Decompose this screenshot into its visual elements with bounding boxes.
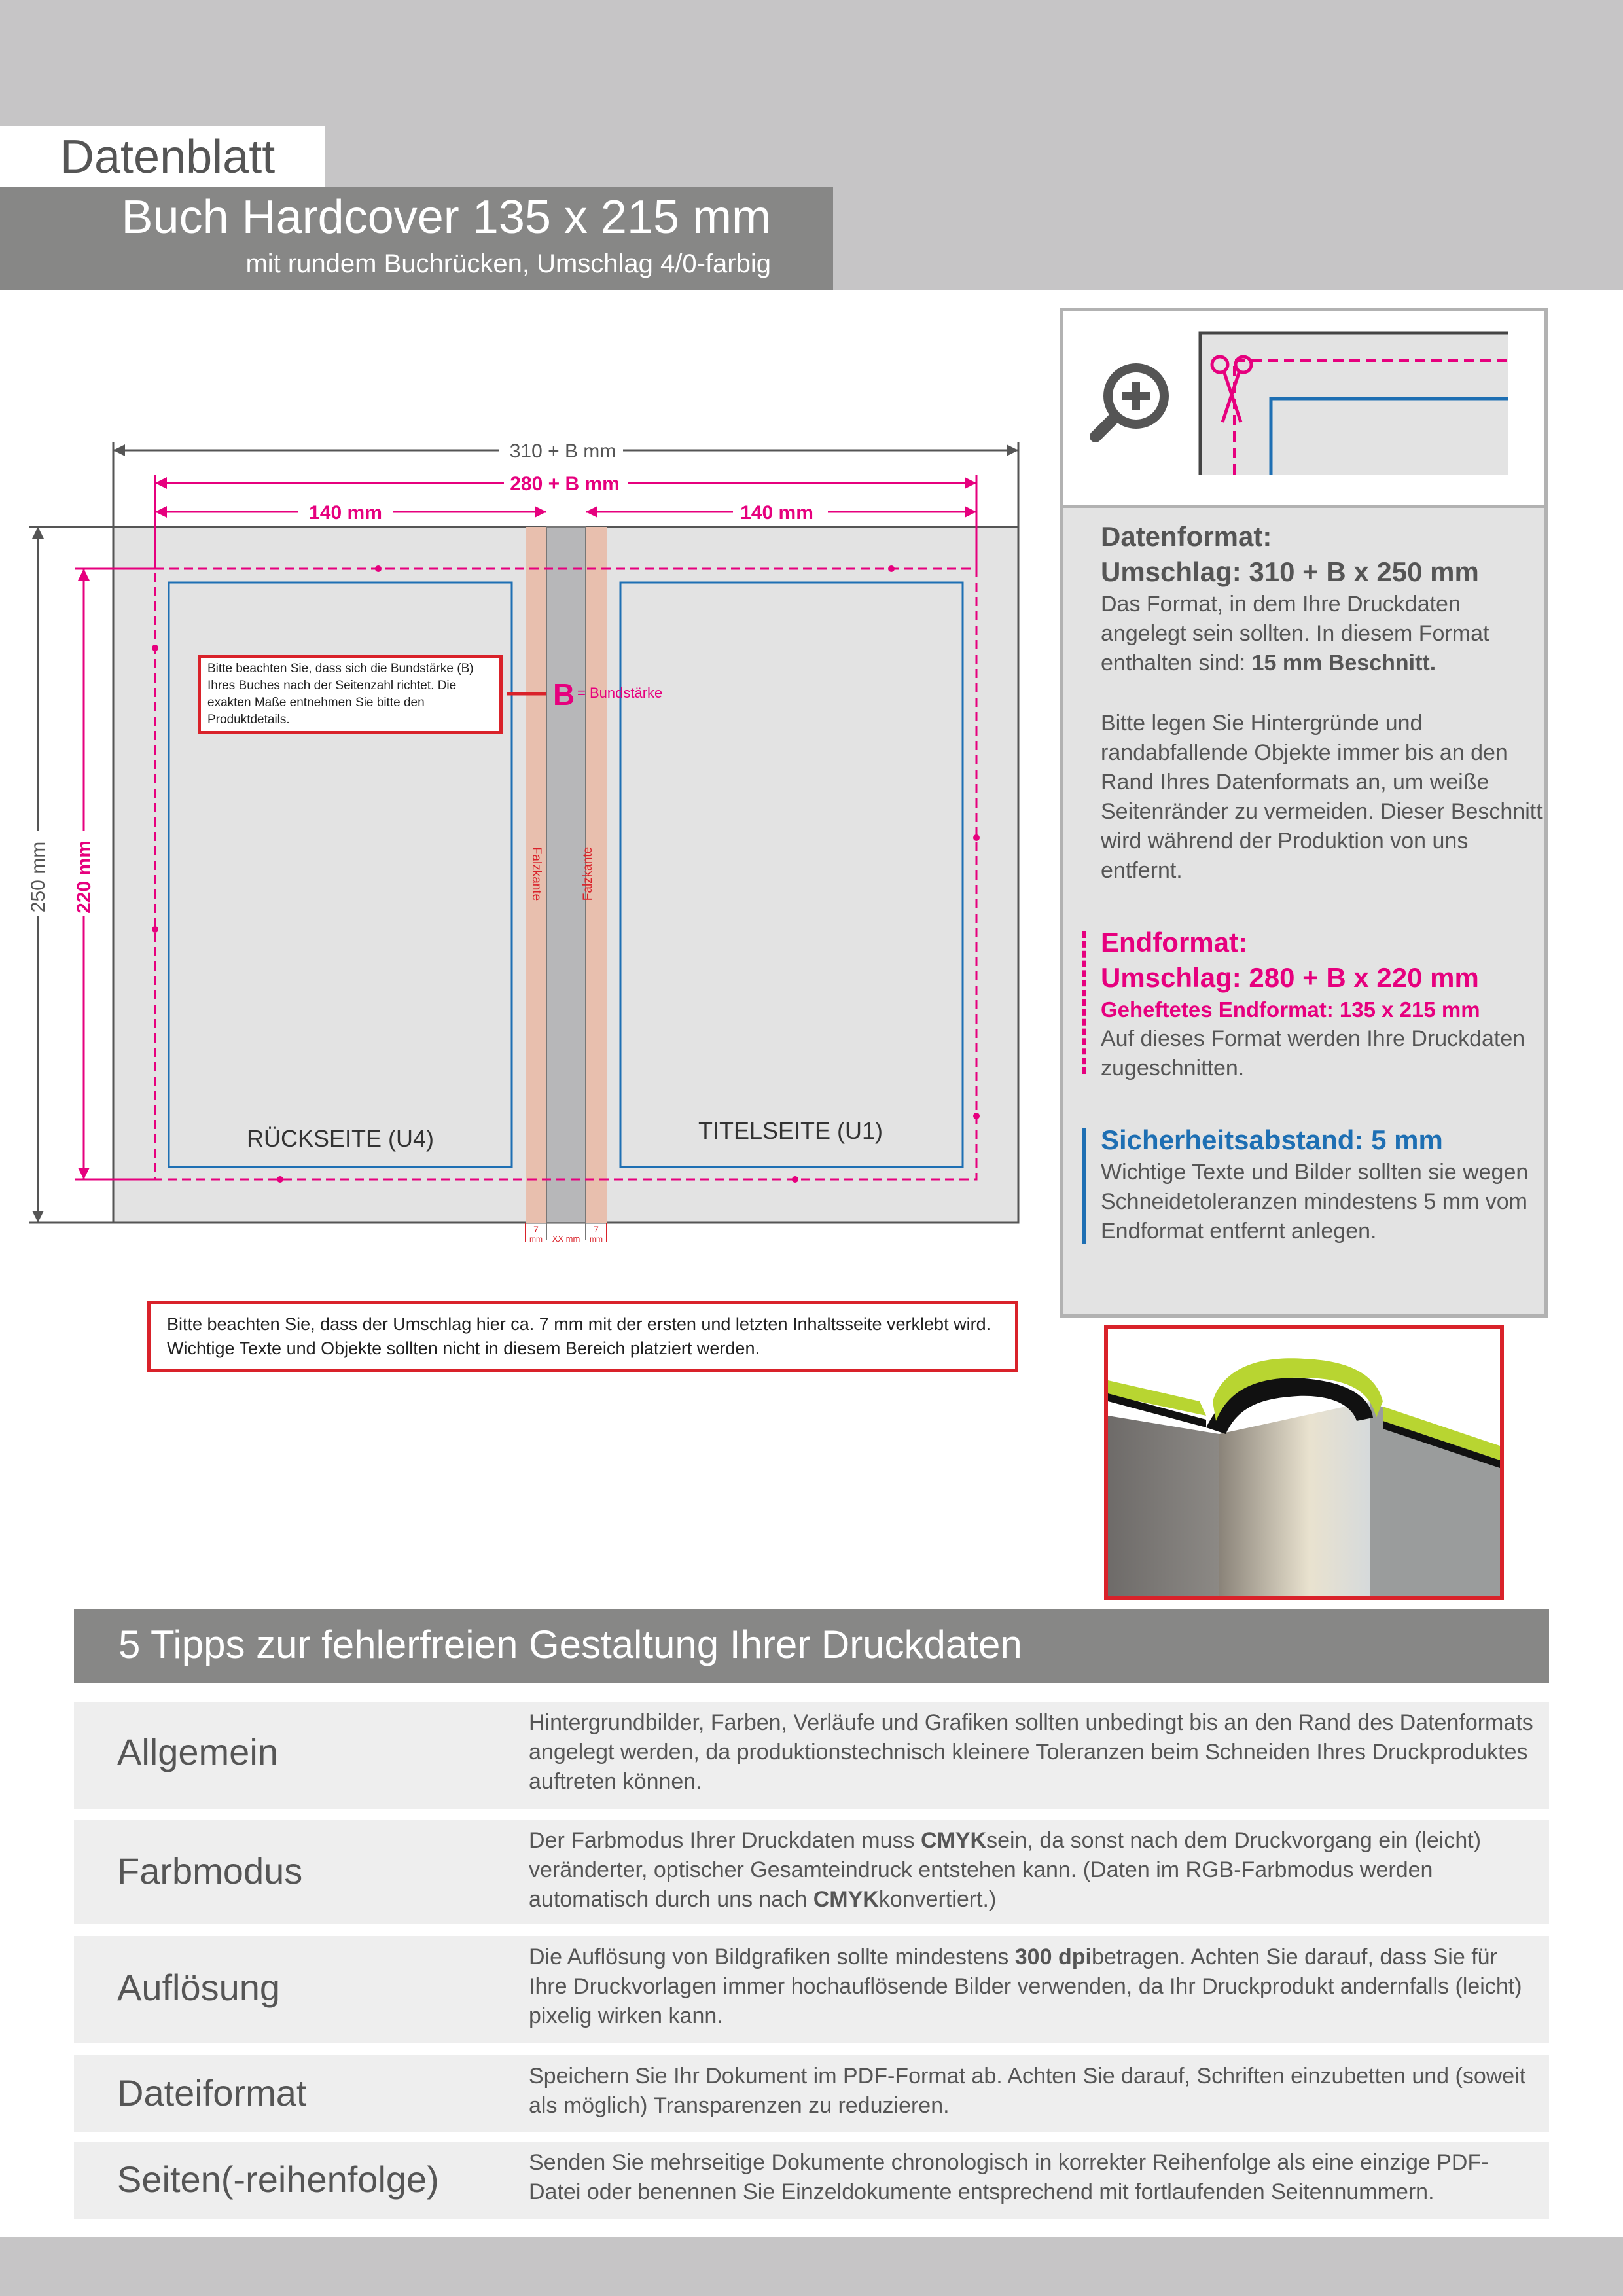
endformat-size: Umschlag: 280 + B x 220 mm (1101, 962, 1479, 993)
back-label: RÜCKSEITE (U4) (246, 1125, 435, 1152)
dim-back-width: 140 mm (309, 502, 382, 524)
falzkante-right: Falzkante (581, 846, 595, 901)
safety-text: Wichtige Texte und Bilder sollten sie wegen Schneidetoleranzen mindestens 5 mm vom Endformat entfernt anlegen. (1101, 1160, 1529, 1244)
tip-text: Die Auflösung von Bildgrafiken sollte mindestens 300 dpibetragen. Achten Sie darauf, dass Sie für Ihre Druckvorlagen immer hochauflösende Bilder verwenden, da Ihr Druckprodukt andernfalls (leicht) pixelig wirken kann. (529, 1945, 1522, 2028)
info-panel (1060, 308, 1548, 1318)
tips-header (74, 1609, 1549, 1683)
datasheet-tab (0, 126, 325, 187)
tip-label: Farbmodus (117, 1850, 303, 1892)
datenformat-title: Datenformat: (1101, 521, 1272, 552)
front-label: TITELSEITE (U1) (698, 1117, 883, 1144)
safety-block (1101, 1122, 1533, 1246)
glue-note-line2: Wichtige Texte und Objekte sollten nicht in diesem Bereich platziert werden. (167, 1338, 760, 1358)
tip-label: Seiten(-reihenfolge) (117, 2159, 439, 2200)
page-subtitle: mit rundem Buchrücken, Umschlag 4/0-farbig (245, 249, 771, 278)
footer-band (0, 2237, 1623, 2296)
tip-label: Dateiformat (117, 2072, 307, 2113)
endformat-marker (1082, 931, 1086, 1074)
dim-front-width: 140 mm (740, 502, 813, 524)
spine-dim-mid: XX mm (552, 1234, 580, 1244)
datenformat-size: Umschlag: 310 + B x 250 mm (1101, 556, 1479, 587)
tip-row (74, 1820, 1549, 1924)
tip-label: Auflösung (117, 1967, 281, 2008)
endformat-text: Auf dieses Format werden Ihre Druckdaten zugeschnitten. (1101, 1026, 1525, 1081)
zoom-in-icon (1096, 363, 1169, 437)
bundstaerke-label: = Bundstärke (577, 685, 663, 701)
dim-end-width: 280 + B mm (510, 473, 620, 495)
tip-row (74, 1702, 1549, 1809)
dim-total-height: 250 mm (27, 841, 49, 913)
tips-title: 5 Tipps zur fehlerfreien Gestaltung Ihrer Druckdaten (118, 1623, 1022, 1666)
hintergrund-text: Bitte legen Sie Hintergründe und randabfallende Objekte immer bis an den Rand Ihres Datenformats an, um weiße Seitenränder zu vermeiden. Dieser Beschnitt wird während der Produktion von uns entfernt. (1101, 711, 1543, 883)
dim-total-width: 310 + B mm (509, 440, 616, 462)
bundstaerke-letter: B (553, 677, 575, 711)
tip-row (74, 2055, 1549, 2132)
datenformat-block (1101, 519, 1533, 678)
cover-diagram (0, 419, 1047, 1270)
glue-note-line1: Bitte beachten Sie, dass der Umschlag hier ca. 7 mm mit der ersten und letzten Inhaltsseite verklebt wird. (167, 1314, 991, 1334)
spine (546, 527, 586, 1223)
tip-text: Senden Sie mehrseitige Dokumente chronologisch in korrekter Reihenfolge als eine einzige PDF-Datei oder benennen Sie Einzeldokumente entsprechend mit fortlaufenden Seitennummern. (529, 2150, 1489, 2204)
tip-text: Hintergrundbilder, Farben, Verläufe und Grafiken sollten unbedingt bis an den Rand des Datenformats angelegt werden, da produktionstechnisch kleinere Toleranzen beim Schneiden Ihres Druckproduktes auftreten können. (529, 1710, 1533, 1794)
datenformat-bold: 15 mm Beschnitt. (1251, 651, 1436, 675)
dim-end-height: 220 mm (73, 840, 95, 914)
spine-dim-left-unit: mm (529, 1234, 543, 1244)
tip-row (74, 2142, 1549, 2219)
tip-text: Der Farbmodus Ihrer Druckdaten muss CMYKsein, da sonst nach dem Druckvorgang ein (leicht) veränderter, optischer Gesamteindruck entstehen kann. (Daten im RGB-Farbmodus werden automatisch durch uns nach CMYKkonvertiert.) (529, 1828, 1482, 1912)
spine-dim-right-unit: mm (590, 1234, 603, 1244)
title-bar (0, 187, 833, 290)
falzkante-left: Falzkante (529, 846, 543, 901)
book-spine-illustration (1104, 1325, 1504, 1600)
endformat-block (1101, 925, 1546, 1083)
zoom-detail-box (1063, 311, 1544, 508)
tip-row (74, 1936, 1549, 2043)
endformat-title: Endformat: (1101, 927, 1247, 958)
bundstaerke-note (198, 655, 503, 734)
safety-title: Sicherheitsabstand: 5 mm (1101, 1124, 1443, 1155)
glue-note (147, 1301, 1018, 1372)
datenformat-text: Das Format, in dem Ihre Druckdaten angelegt sein sollten. In diesem Format enthalten sind: (1101, 592, 1489, 675)
safety-marker (1082, 1128, 1086, 1244)
tip-text: Speichern Sie Ihr Dokument im PDF-Format ab. Achten Sie darauf, Schriften einzubetten und (soweit als möglich) Transparenzen zu reduzieren. (529, 2064, 1526, 2118)
bundstaerke-note-text: Bitte beachten Sie, dass sich die Bundstärke (B) Ihres Buches nach der Seitenzahl richtet. Die exakten Maße entnehmen Sie bitte den Produktdetails. (207, 662, 474, 726)
page-title: Buch Hardcover 135 x 215 mm (121, 191, 771, 243)
datasheet-label: Datenblatt (60, 131, 276, 183)
endformat-sub: Geheftetes Endformat: 135 x 215 mm (1101, 997, 1480, 1022)
spine-dim-left: 7 (533, 1224, 539, 1234)
spine-dim-right: 7 (594, 1224, 599, 1234)
tip-label: Allgemein (117, 1731, 278, 1772)
